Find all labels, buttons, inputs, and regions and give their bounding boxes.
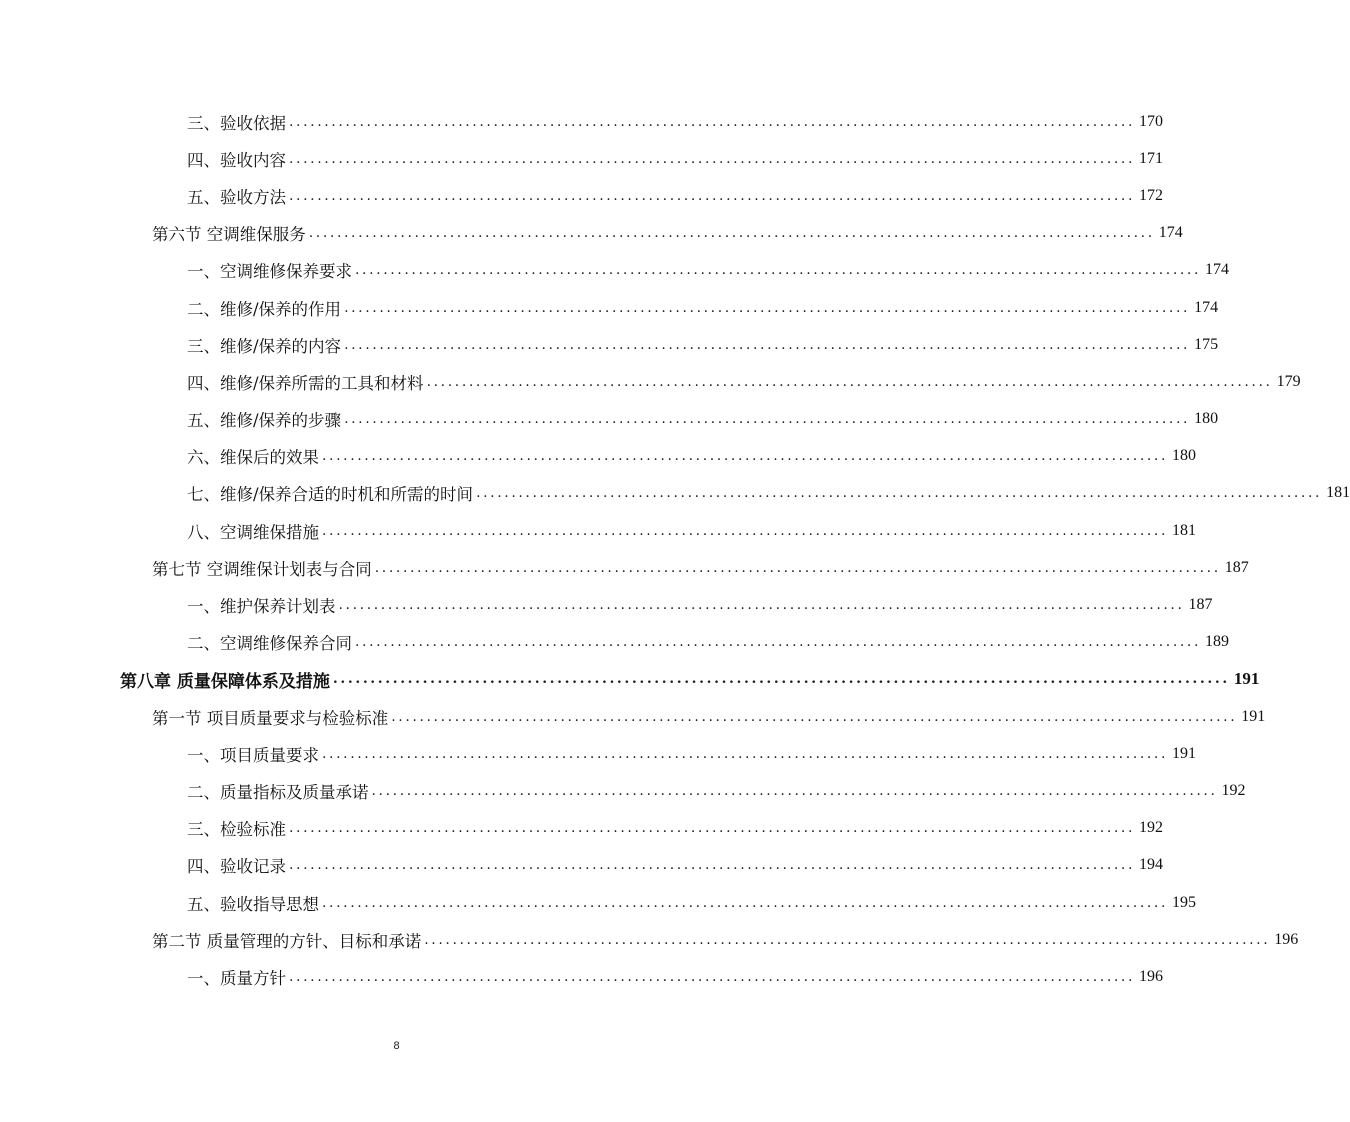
- toc-entry[interactable]: [0, 772, 1246, 809]
- toc-entry-page: 170: [1139, 112, 1164, 130]
- toc-dot-leader: ........................................................................................................................: [289, 150, 1136, 167]
- toc-dot-leader: ........................................................................................................................: [355, 262, 1202, 279]
- toc-entry[interactable]: [0, 252, 1230, 289]
- toc-dot-leader: ........................................................................................................................: [391, 708, 1238, 725]
- toc-entry[interactable]: [0, 475, 1350, 512]
- toc-entry[interactable]: [0, 624, 1230, 661]
- toc-entry-page: 172: [1139, 186, 1164, 204]
- toc-entry-title: 一、质量方针: [187, 968, 286, 988]
- toc-entry[interactable]: [0, 140, 1164, 177]
- toc-dot-leader: ........................................................................................................................: [424, 931, 1271, 948]
- toc-entry-page: 195: [1172, 893, 1197, 911]
- toc-entry[interactable]: [0, 103, 1164, 140]
- toc-entry-page: 189: [1205, 633, 1230, 651]
- toc-entry-title: 第二节 质量管理的方针、目标和承诺: [152, 931, 422, 951]
- toc-entry-page: 171: [1139, 149, 1164, 167]
- table-of-contents: [0, 103, 1350, 996]
- toc-dot-leader: ........................................................................................................................: [332, 671, 1230, 688]
- toc-entry-page: 181: [1172, 521, 1197, 539]
- toc-dot-leader: ........................................................................................................................: [426, 373, 1273, 390]
- toc-entry[interactable]: [0, 177, 1164, 214]
- toc-dot-leader: ........................................................................................................................: [289, 113, 1136, 130]
- toc-dot-leader: ........................................................................................................................: [308, 225, 1155, 242]
- toc-entry-title: 一、空调维修保养要求: [187, 262, 352, 282]
- toc-entry[interactable]: [0, 549, 1249, 586]
- toc-dot-leader: ........................................................................................................................: [322, 522, 1169, 539]
- page-number: 8: [393, 1040, 400, 1052]
- toc-dot-leader: ........................................................................................................................: [289, 820, 1136, 837]
- toc-entry-title: 一、维护保养计划表: [187, 597, 336, 617]
- toc-entry-page: 192: [1139, 819, 1164, 837]
- toc-entry-page: 196: [1274, 930, 1299, 948]
- toc-dot-leader: ........................................................................................................................: [374, 559, 1221, 576]
- toc-dot-leader: ........................................................................................................................: [476, 485, 1323, 502]
- toc-dot-leader: ........................................................................................................................: [322, 745, 1169, 762]
- toc-entry[interactable]: [0, 512, 1197, 549]
- toc-dot-leader: ........................................................................................................................: [371, 782, 1218, 799]
- toc-entry[interactable]: [0, 921, 1299, 958]
- toc-dot-leader: ........................................................................................................................: [322, 448, 1169, 465]
- toc-chapter-entry[interactable]: [0, 661, 1260, 698]
- toc-entry-page: 191: [1241, 707, 1266, 725]
- toc-entry[interactable]: [0, 215, 1183, 252]
- toc-entry-page: 179: [1276, 372, 1301, 390]
- toc-entry[interactable]: [0, 735, 1197, 772]
- toc-entry-title: 一、项目质量要求: [187, 745, 319, 765]
- toc-entry-page: 191: [1172, 744, 1197, 762]
- toc-entry[interactable]: [0, 438, 1197, 475]
- toc-entry-title: 第八章 质量保障体系及措施: [120, 671, 330, 692]
- toc-dot-leader: ........................................................................................................................: [289, 857, 1136, 874]
- toc-dot-leader: ........................................................................................................................: [344, 411, 1191, 428]
- toc-entry-page: 180: [1194, 410, 1219, 428]
- toc-entry-title: 第七节 空调维保计划表与合同: [152, 559, 372, 579]
- toc-entry-title: 七、维修/保养合适的时机和所需的时间: [187, 485, 474, 505]
- toc-entry[interactable]: [0, 810, 1164, 847]
- toc-entry-title: 二、质量指标及质量承诺: [187, 782, 369, 802]
- toc-entry-page: 174: [1194, 298, 1219, 316]
- toc-entry-page: 181: [1326, 484, 1350, 502]
- toc-entry[interactable]: [0, 326, 1219, 363]
- toc-entry[interactable]: [0, 289, 1219, 326]
- toc-entry-page: 174: [1158, 224, 1183, 242]
- toc-entry-page: 196: [1139, 967, 1164, 985]
- toc-entry-title: 二、维修/保养的作用: [187, 299, 342, 319]
- toc-entry-page: 191: [1233, 669, 1260, 689]
- toc-entry-title: 五、验收指导思想: [187, 894, 319, 914]
- toc-entry[interactable]: [0, 884, 1197, 921]
- toc-entry-title: 四、验收内容: [187, 150, 286, 170]
- toc-entry-title: 六、维保后的效果: [187, 448, 319, 468]
- toc-entry-title: 五、验收方法: [187, 187, 286, 207]
- toc-entry-title: 三、维修/保养的内容: [187, 336, 342, 356]
- toc-entry[interactable]: [0, 363, 1301, 400]
- toc-entry-title: 八、空调维保措施: [187, 522, 319, 542]
- toc-entry[interactable]: [0, 401, 1219, 438]
- toc-entry-title: 三、验收依据: [187, 113, 286, 133]
- toc-entry-title: 四、验收记录: [187, 857, 286, 877]
- toc-entry-page: 192: [1221, 781, 1246, 799]
- toc-entry-page: 180: [1172, 447, 1197, 465]
- toc-entry[interactable]: [0, 958, 1164, 995]
- toc-entry-page: 174: [1205, 261, 1230, 279]
- toc-dot-leader: ........................................................................................................................: [338, 597, 1185, 614]
- toc-dot-leader: ........................................................................................................................: [344, 299, 1191, 316]
- toc-entry[interactable]: [0, 847, 1164, 884]
- toc-entry[interactable]: [0, 698, 1266, 735]
- toc-entry-page: 187: [1224, 558, 1249, 576]
- toc-entry-title: 二、空调维修保养合同: [187, 634, 352, 654]
- toc-entry[interactable]: [0, 586, 1213, 623]
- toc-entry-page: 194: [1139, 856, 1164, 874]
- toc-dot-leader: ........................................................................................................................: [344, 336, 1191, 353]
- toc-entry-title: 第一节 项目质量要求与检验标准: [152, 708, 389, 728]
- toc-dot-leader: ........................................................................................................................: [355, 634, 1202, 651]
- toc-entry-title: 三、检验标准: [187, 820, 286, 840]
- toc-dot-leader: ........................................................................................................................: [289, 187, 1136, 204]
- toc-entry-page: 175: [1194, 335, 1219, 353]
- toc-dot-leader: ........................................................................................................................: [322, 894, 1169, 911]
- toc-entry-title: 五、维修/保养的步骤: [187, 411, 342, 431]
- toc-entry-title: 四、维修/保养所需的工具和材料: [187, 373, 424, 393]
- toc-entry-title: 第六节 空调维保服务: [152, 225, 306, 245]
- toc-entry-page: 187: [1188, 596, 1213, 614]
- toc-dot-leader: ........................................................................................................................: [289, 968, 1136, 985]
